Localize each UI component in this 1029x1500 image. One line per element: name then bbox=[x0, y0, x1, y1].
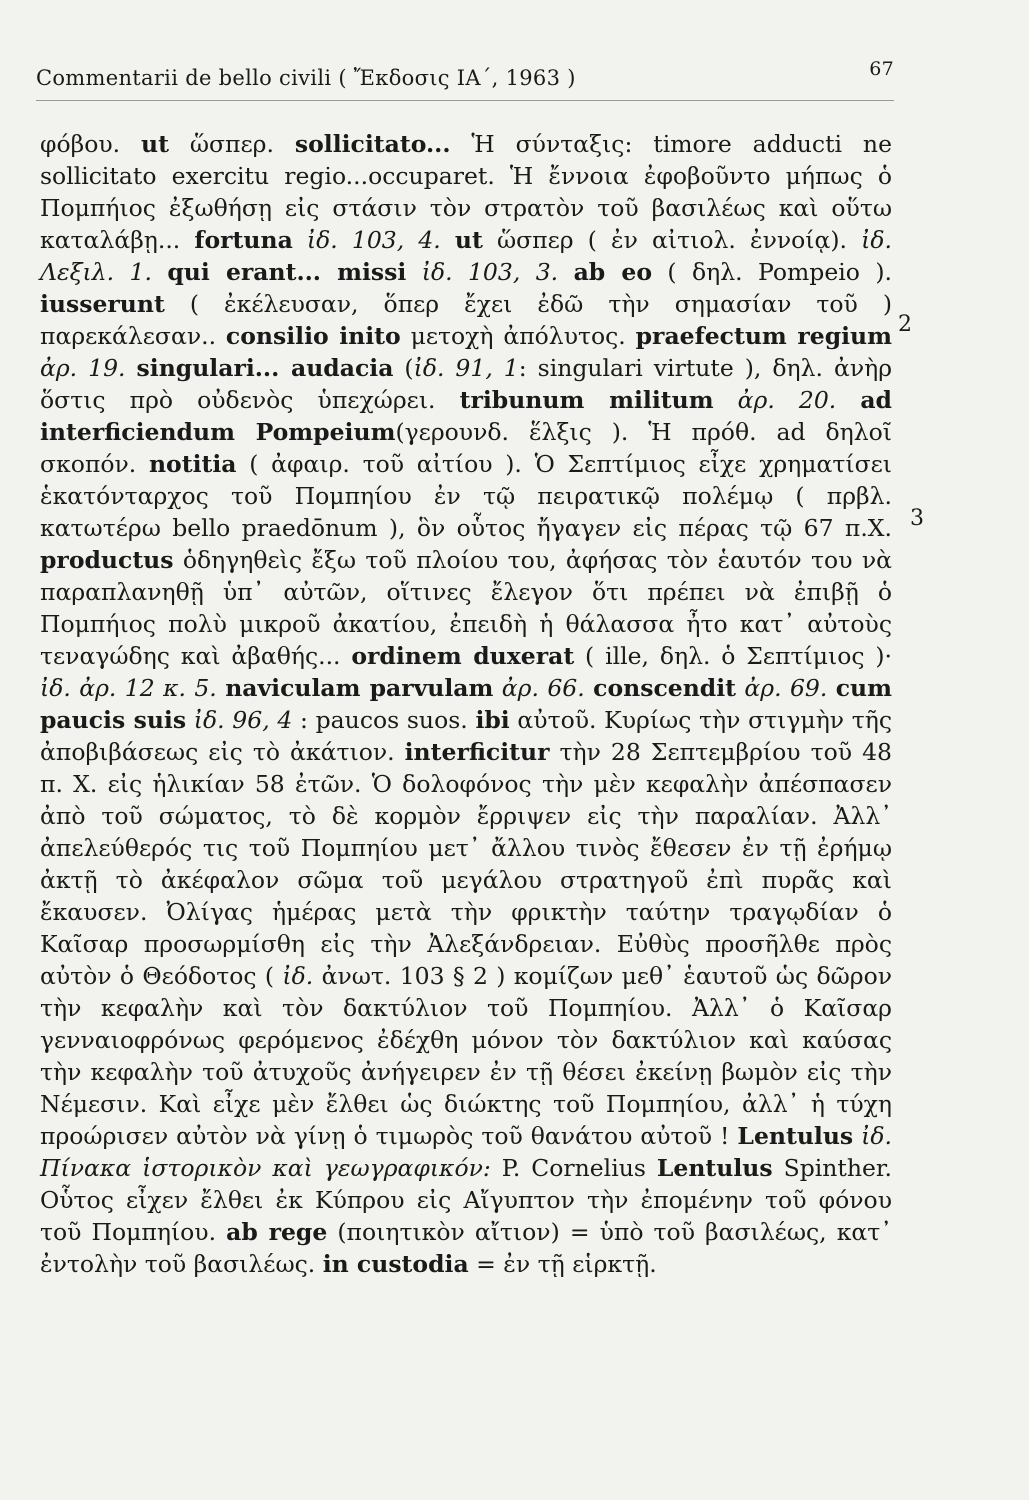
lemma-term: Lentulus bbox=[656, 1154, 773, 1182]
lemma-term: conscendit bbox=[593, 674, 736, 702]
commentary-segment: ( bbox=[393, 354, 414, 382]
commentary-segment bbox=[585, 674, 593, 702]
page-number: 67 bbox=[869, 58, 894, 80]
commentary-segment: ( ille, δηλ. ὁ Σεπτίμιος )· bbox=[574, 642, 892, 670]
commentary-segment: φόβου. bbox=[40, 130, 141, 158]
commentary-segment: ὥσπερ ( ἐν αἰτιολ. ἐννοίᾳ). bbox=[482, 226, 862, 254]
lemma-term: ab rege bbox=[226, 1218, 328, 1246]
commentary-segment: : paucos suos. bbox=[292, 706, 476, 734]
commentary-segment bbox=[836, 386, 860, 414]
margin-number: 2 bbox=[898, 312, 912, 337]
commentary-segment: ( δηλ. Pompeio ). bbox=[652, 258, 892, 286]
commentary-text bbox=[40, 128, 892, 1280]
lemma-term: naviculam parvulam bbox=[225, 674, 494, 702]
lemma-term: ad interficiendum Pompeium bbox=[40, 386, 892, 446]
commentary-segment: (ποιητικὸν αἴτιον) = ὑπὸ τοῦ βασιλέως, κατ᾽ ἐντολὴν τοῦ βασιλέως. bbox=[40, 1218, 893, 1278]
reference-text: ἰδ. Πίνακα ἱστορικὸν καὶ γεωγραφικόν: bbox=[40, 1122, 892, 1182]
reference-text: ἀρ. 20. bbox=[713, 386, 837, 414]
commentary-segment bbox=[558, 258, 573, 286]
commentary-segment: ἀνωτ. 103 § 2 ) κομίζων μεθ᾽ ἑαυτοῦ ὡς δῶρον τὴν κεφαλὴν καὶ τὸν δακτύλιον τοῦ Πομπηίου. Ἀλλ᾽ ὁ Καῖσαρ γενναιοφρόνως φερόμενος ἐδέχθη μόνον τὸν δακτύλιον καὶ καύσας τὴν κεφαλὴν τοῦ ἀτυχοῦς ἀνήγειρεν ἐν τῇ θέσει ἐκείνῃ βωμὸν εἰς τὴν Νέμεσιν. Καὶ εἶχε μὲν ἔλθει ὡς διώκτης τοῦ Πομπηίου, ἀλλ᾽ ἡ τύχη προώρισεν αὐτὸν νὰ γίνῃ ὁ τιμωρὸς τοῦ θανάτου αὐτοῦ ! bbox=[40, 962, 892, 1150]
lemma-term: consilio inito bbox=[225, 322, 401, 350]
reference-text: ἀρ. 19. bbox=[40, 354, 126, 382]
commentary-segment: (γερουνδ. ἕλξις ). Ἡ πρόθ. ad δηλοῖ σκοπόν. bbox=[40, 418, 892, 478]
lemma-term: cum paucis suis bbox=[40, 674, 892, 734]
lemma-term: Lentulus bbox=[737, 1122, 854, 1150]
lemma-term: notitia bbox=[148, 450, 237, 478]
lemma-term: productus bbox=[40, 546, 174, 574]
lemma-term: in custodia bbox=[322, 1250, 469, 1278]
lemma-term: qui erant... missi bbox=[167, 258, 407, 286]
commentary-segment: Ἡ σύνταξις: timore adducti ne sollicitato exercitu regio...occuparet. Ἡ ἔννοια ἐφοβοῦντο μήπως ὁ Πομπήιος ἐξωθήσῃ εἰς στάσιν τὸν στρατὸν τοῦ βασιλέως καὶ οὕτω καταλάβῃ... bbox=[40, 130, 892, 254]
header-rule bbox=[36, 100, 894, 101]
commentary-segment: P. Cornelius bbox=[490, 1154, 657, 1182]
reference-text: ἰδ. 96, 4 bbox=[186, 706, 293, 734]
lemma-term: singulari... audacia bbox=[136, 354, 394, 382]
running-title: Commentarii de bello civili ( Ἔκδοσις ΙΑ΄, 1963 ) bbox=[36, 66, 576, 90]
lemma-term: ibi bbox=[475, 706, 510, 734]
commentary-paragraph bbox=[40, 128, 892, 1280]
reference-text: ἀρ. 66. bbox=[493, 674, 585, 702]
lemma-term: ut bbox=[454, 226, 483, 254]
commentary-segment: τὴν 28 Σεπτεμβρίου τοῦ 48 π. Χ. εἰς ἡλικίαν 58 ἐτῶν. Ὁ δολοφόνος τὴν μὲν κεφαλὴν ἀπέσπασεν ἀπὸ τοῦ σώματος, τὸ δὲ κορμὸν ἔρριψεν εἰς τὴν παραλίαν. Ἀλλ᾽ ἀπελεύθερός τις τοῦ Πομπηίου μετ᾽ ἄλλου τινὸς ἔθεσεν ἐν τῇ ἐρήμῳ ἀκτῇ τὸ ἀκέφαλον σῶμα τοῦ μεγάλου στρατηγοῦ ἐπὶ πυρᾶς καὶ ἔκαυσεν. Ὀλίγας ἡμέρας μετὰ τὴν φρικτὴν ταύτην τραγῳδίαν ὁ Καῖσαρ προσωρμίσθη εἰς τὴν Ἀλεξάνδρειαν. Εὐθὺς προσῆλθε πρὸς αὐτὸν ὁ Θεόδοτος ( bbox=[40, 738, 892, 990]
lemma-term: interficitur bbox=[404, 738, 550, 766]
commentary-segment: ὥσπερ. bbox=[168, 130, 295, 158]
lemma-term: ab eo bbox=[573, 258, 652, 286]
reference-text: ἰδ. 91, 1 bbox=[413, 354, 519, 382]
reference-text: ἰδ. bbox=[282, 962, 314, 990]
commentary-segment: : singulari virtute ), δηλ. ἀνὴρ ὅστις πρὸ οὐδενὸς ὑπεχώρει. bbox=[40, 354, 893, 414]
lemma-term: praefectum regium bbox=[635, 322, 892, 350]
commentary-segment bbox=[441, 226, 455, 254]
commentary-segment bbox=[217, 674, 225, 702]
commentary-segment bbox=[827, 674, 835, 702]
commentary-segment bbox=[152, 258, 167, 286]
lemma-term: sollicitato... bbox=[294, 130, 451, 158]
commentary-segment: ( ἀφαιρ. τοῦ αἰτίου ). Ὁ Σεπτίμιος εἶχε χρηματίσει ἑκατόνταρχος τοῦ Πομπηίου ἐν τῷ πειρατικῷ πολέμῳ ( πρβλ. κατωτέρω bello praedōnum ), ὃν οὗτος ἤγαγεν εἰς πέρας τῷ 67 π.Χ. bbox=[40, 450, 892, 542]
lemma-term: iusserunt bbox=[40, 290, 165, 318]
commentary-segment: ὁδηγηθεὶς ἔξω τοῦ πλοίου του, ἀφήσας τὸν ἑαυτόν του νὰ παραπλανηθῇ ὑπ᾽ αὐτῶν, οἵτινες ἔλεγον ὅτι πρέπει νὰ ἐπιβῇ ὁ Πομπήιος πολὺ μικροῦ ἀκατίου, ἐπειδὴ ἡ θάλασσα ἦτο κατ᾽ αὐτοὺς τεναγώδης καὶ ἀβαθής... bbox=[40, 546, 892, 670]
reference-text: ἰδ. Λεξιλ. 1. bbox=[40, 226, 892, 286]
commentary-segment: μετοχὴ ἀπόλυτος. bbox=[400, 322, 636, 350]
reference-text: ἀρ. 69. bbox=[736, 674, 828, 702]
margin-number: 3 bbox=[910, 506, 924, 531]
reference-text: ἰδ. 103, 3. bbox=[406, 258, 559, 286]
lemma-term: tribunum militum bbox=[459, 386, 714, 414]
commentary-segment bbox=[126, 354, 137, 382]
reference-text: ἰδ. 103, 4. bbox=[292, 226, 441, 254]
commentary-segment: ( ἐκέλευσαν, ὅπερ ἔχει ἐδῶ τὴν σημασίαν τοῦ ) παρεκάλεσαν.. bbox=[40, 290, 892, 350]
commentary-segment: Spinther. Οὗτος εἶχεν ἔλθει ἐκ Κύπρου εἰς Αἴγυπτον τὴν ἐπομένην τοῦ φόνου τοῦ Πομπηίου. bbox=[40, 1154, 892, 1246]
commentary-segment: αὐτοῦ. Κυρίως τὴν στιγμὴν τῆς ἀποβιβάσεως εἰς τὸ ἀκάτιον. bbox=[40, 706, 892, 766]
lemma-term: ordinem duxerat bbox=[351, 642, 575, 670]
lemma-term: fortuna bbox=[194, 226, 293, 254]
commentary-segment: = ἐν τῇ εἱρκτῇ. bbox=[468, 1250, 657, 1278]
lemma-term: ut bbox=[141, 130, 169, 158]
reference-text: ἰδ. ἀρ. 12 κ. 5. bbox=[40, 674, 217, 702]
